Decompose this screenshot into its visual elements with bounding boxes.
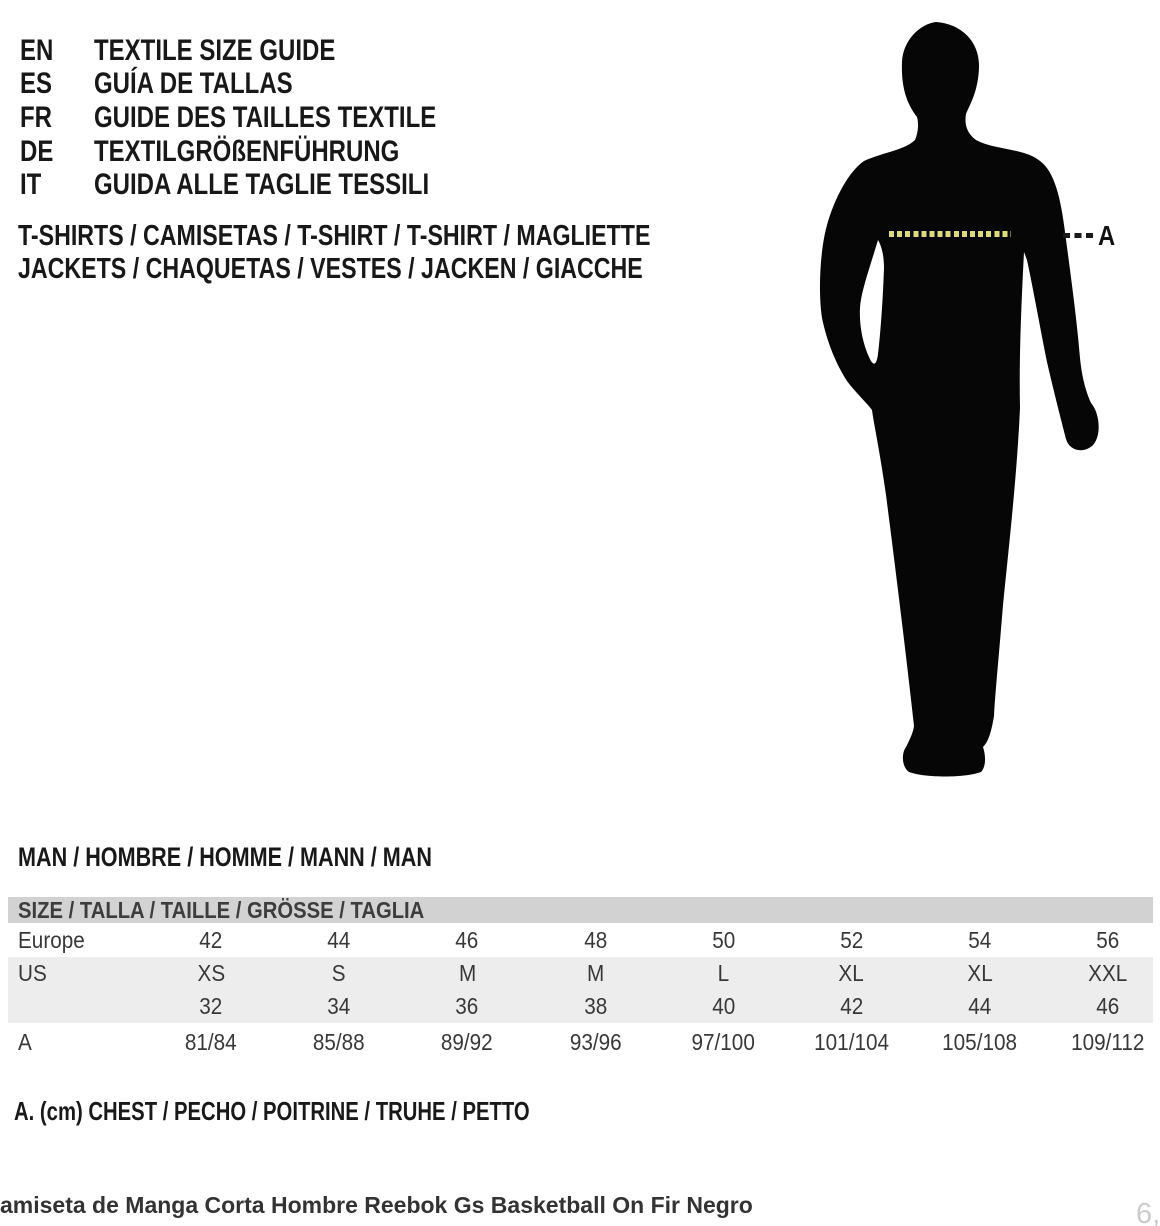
language-title: GUIDA ALLE TAGLIE TESSILI [94,168,430,202]
size-cell: 52 [839,926,864,953]
measure-label-a: A [1098,220,1116,251]
man-silhouette-figure [795,10,1115,780]
size-table [8,897,1153,1061]
size-cell: 81/84 [185,1028,237,1055]
size-cell: XL [838,960,865,986]
size-cell: S [332,960,347,986]
category-line-jackets: JACKETS / CHAQUETAS / VESTES / JACKEN / GIACCHE [18,253,643,285]
category-line-tshirts: T-SHIRTS / CAMISETAS / T-SHIRT / T-SHIRT / MAGLIETTE [18,220,651,252]
size-cell: 40 [711,993,735,1019]
man-silhouette-svg [795,10,1115,780]
size-cell: 34 [327,993,351,1019]
language-code: DE [20,134,54,168]
size-cell: 85/88 [313,1028,366,1055]
product-title: amiseta de Manga Corta Hombre Reebok Gs Basketball On Fir Negro [0,1192,753,1218]
size-cell: 44 [968,993,992,1019]
language-title: GUIDE DES TAILLES TEXTILE [94,100,437,134]
language-code: FR [20,100,52,134]
size-cell: XXL [1088,960,1128,986]
row-label: Europe [18,926,85,953]
size-cell: 46 [1096,993,1120,1019]
size-cell: 105/108 [942,1028,1018,1055]
size-cell: 89/92 [441,1028,494,1055]
size-cell: M [458,960,476,986]
language-code: IT [20,168,42,202]
chest-measure-dotted-line [889,231,1011,237]
row-label: US [18,960,47,986]
table-row-a-chest [8,1023,1153,1061]
table-row-europe [8,923,1153,957]
size-table-header: SIZE / TALLA / TAILLE / GRÖSSE / TAGLIA [18,896,425,923]
table-row-us [8,957,1153,990]
language-title: TEXTILGRÖßENFÜHRUNG [94,134,400,168]
size-cell: 42 [839,993,864,1019]
language-title: TEXTILE SIZE GUIDE [94,33,336,67]
size-cell: 101/104 [814,1028,889,1055]
size-cell: 48 [583,926,607,953]
size-cell: 97/100 [691,1028,756,1055]
language-title: GUÍA DE TALLAS [94,67,293,101]
size-cell: 32 [199,993,223,1019]
language-row [20,135,522,169]
language-list [20,34,522,202]
section-title-man: MAN / HOMBRE / HOMME / MANN / MAN [18,842,432,872]
language-row [20,101,522,135]
size-cell: 50 [711,926,735,953]
language-code: EN [20,33,54,67]
size-cell: 54 [968,926,992,953]
size-cell: XS [197,960,225,986]
size-cell: 93/96 [569,1028,622,1055]
size-cell: 46 [455,926,479,953]
chest-legend: A. (cm) CHEST / PECHO / POITRINE / TRUHE / PETTO [14,1096,530,1126]
measure-callout-dashes [1063,233,1096,238]
size-cell: XL [966,960,993,986]
size-cell: 36 [455,993,479,1019]
size-cell: M [586,960,604,986]
size-cell: 42 [199,926,223,953]
row-label: A [18,1028,32,1055]
table-row-us-numeric [8,990,1153,1023]
category-heading [18,220,809,286]
size-cell: L [717,960,730,986]
us-rows-band [8,957,1153,1023]
size-cell: 44 [327,926,351,953]
size-cell: 56 [1096,926,1120,953]
language-row [20,68,522,102]
size-cell: 109/112 [1071,1028,1145,1055]
price-fragment: 6, [1136,1198,1160,1226]
language-row [20,34,522,68]
language-row [20,168,522,202]
language-code: ES [20,67,53,101]
size-cell: 38 [583,993,607,1019]
